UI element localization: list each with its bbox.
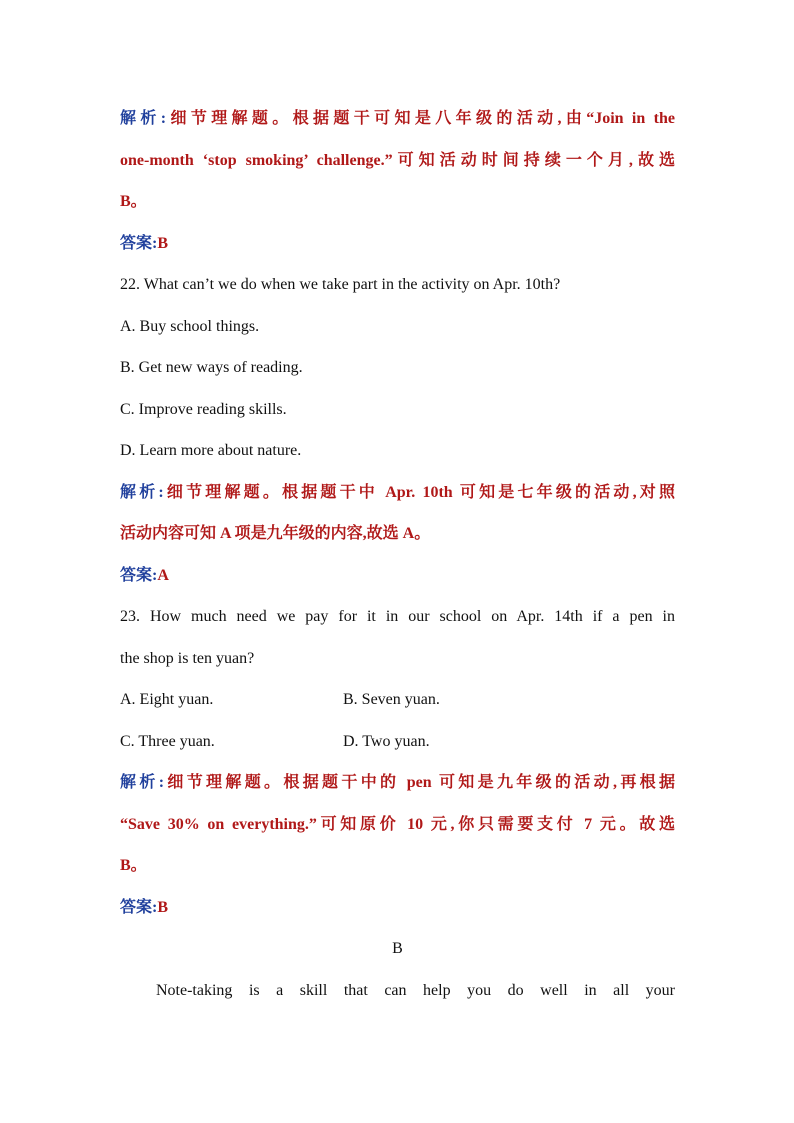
- answer-value: A: [157, 566, 169, 584]
- q23-option-c: C. Three yuan.: [120, 732, 215, 750]
- q23-option-b: B. Seven yuan.: [343, 691, 440, 708]
- q22-option-c: C. Improve reading skills.: [120, 400, 287, 418]
- analysis-label: 解析: [120, 483, 159, 501]
- q23-options-row-1: [120, 679, 675, 721]
- q21-analysis-line-1: [120, 98, 675, 140]
- q23-analysis-line-1: [120, 762, 675, 804]
- q21-analysis-line-2: one-month ‘stop smoking’ challenge.”可知活动时间持续一个月,故选: [120, 151, 675, 169]
- q23-option-d: D. Two yuan.: [343, 732, 430, 750]
- q21-analysis-line-3: B。: [120, 193, 147, 210]
- q23-question-line-2: the shop is ten yuan?: [120, 649, 255, 667]
- analysis-colon: :: [158, 483, 164, 501]
- q22-option-a: A. Buy school things.: [120, 317, 260, 335]
- analysis-text: 细节理解题。根据题干中 Apr. 10th 可知是七年级的活动,对照: [163, 483, 675, 501]
- answer-label: 答案: [120, 234, 153, 252]
- q23-answer: [120, 887, 675, 929]
- q22-analysis-line-1: [120, 472, 675, 514]
- q22-option-b: B. Get new ways of reading.: [120, 359, 303, 376]
- answer-colon: :: [152, 566, 158, 584]
- q22-analysis-line-2: 活动内容可知 A 项是九年级的内容,故选 A。: [120, 525, 431, 542]
- document-page: [120, 98, 675, 1011]
- analysis-colon: :: [160, 110, 167, 127]
- answer-label: 答案: [120, 898, 153, 916]
- answer-colon: :: [152, 898, 158, 916]
- passage-line-1: Note-taking is a skill that can help you do well in all your: [156, 981, 675, 999]
- section-b-heading: B: [392, 940, 403, 957]
- analysis-label: 解析: [120, 774, 159, 791]
- q23-analysis-line-2: “Save 30% on everything.”可知原价 10 元,你只需要支付 7 元。故选: [120, 815, 675, 833]
- q23-options-row-2: [120, 721, 675, 763]
- q23-analysis-line-3: B。: [120, 857, 147, 874]
- q22-question: 22. What can’t we do when we take part in the activity on Apr. 10th?: [120, 276, 561, 293]
- q22-option-d: D. Learn more about nature.: [120, 442, 302, 459]
- q22-answer: [120, 555, 675, 597]
- q23-question-line-1: 23. How much need we pay for it in our school on Apr. 14th if a pen in: [120, 608, 675, 625]
- analysis-text: 细节理解题。根据题干中的 pen 可知是九年级的活动,再根据: [164, 774, 675, 791]
- q21-answer: [120, 223, 675, 265]
- answer-colon: :: [152, 234, 158, 252]
- analysis-colon: :: [158, 774, 165, 791]
- answer-label: 答案: [120, 566, 153, 584]
- answer-value: B: [157, 234, 169, 252]
- analysis-text: 细节理解题。根据题干可知是八年级的活动,由“Join in the: [166, 110, 675, 127]
- q23-option-a: A. Eight yuan.: [120, 691, 214, 708]
- analysis-label: 解析: [120, 110, 161, 127]
- answer-value: B: [157, 898, 169, 916]
